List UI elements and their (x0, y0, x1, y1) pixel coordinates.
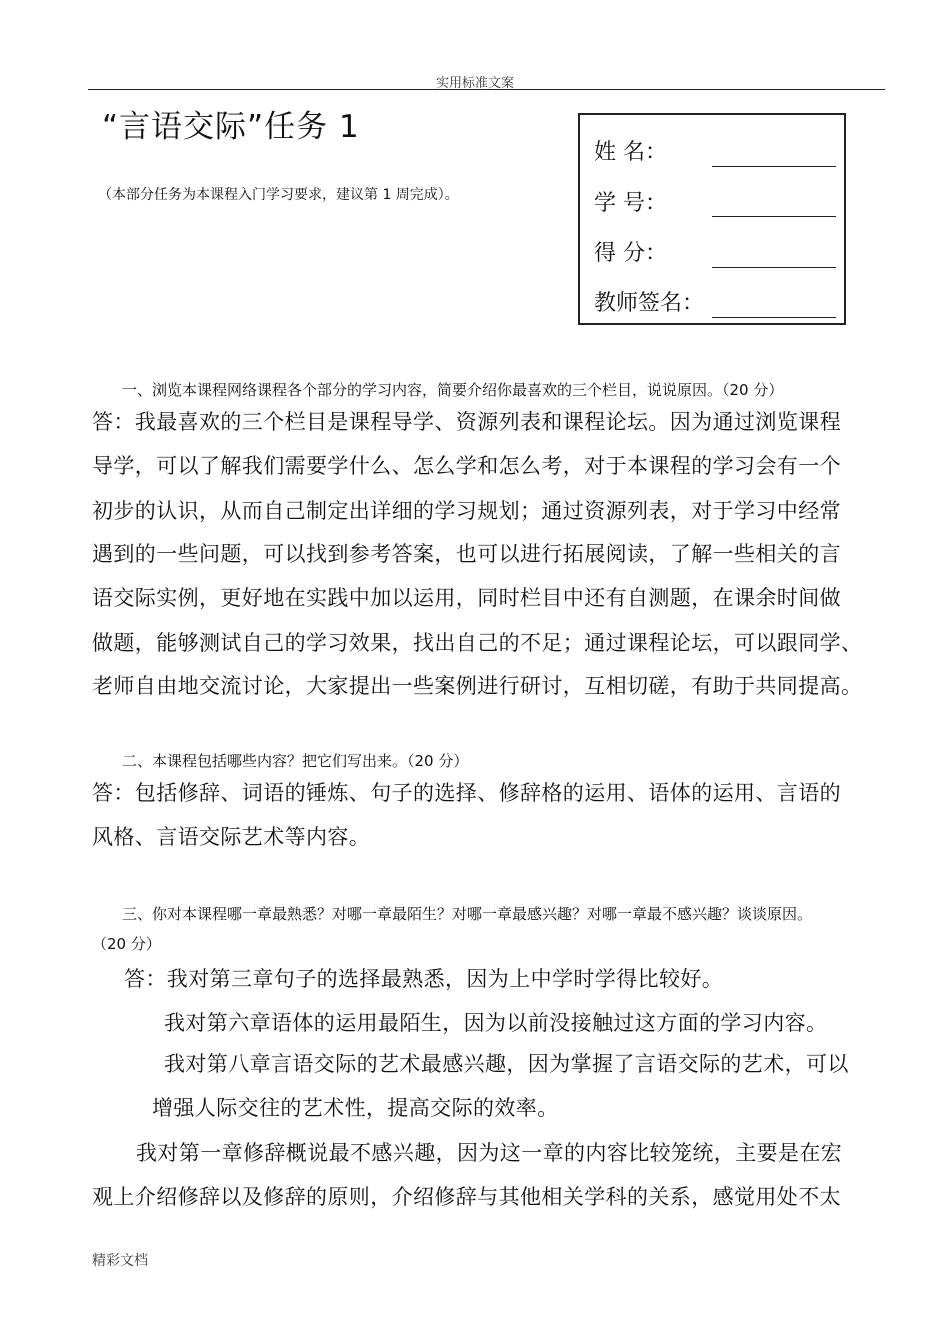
teacher-signature-field[interactable] (712, 317, 836, 318)
student-id-field[interactable] (712, 216, 836, 217)
question-3-line: 三、你对本课程哪一章最熟悉？对哪一章最陌生？对哪一章最感兴趣？对哪一章最不感兴趣？谈谈原因。 (122, 905, 813, 923)
page-header: 实用标准文案 (435, 76, 514, 91)
answer-1-line: 遇到的一些问题，可以找到参考答案，也可以进行拓展阅读，了解一些相关的言 (92, 542, 841, 566)
student-id-label: 学 号： (594, 191, 667, 216)
answer-3-line: 我对第一章修辞概说最不感兴趣，因为这一章的内容比较笼统，主要是在宏 (136, 1141, 843, 1165)
answer-1-line: 答：我最喜欢的三个栏目是课程导学、资源列表和课程论坛。因为通过浏览课程 (92, 410, 841, 434)
answer-3-line: 答：我对第三章句子的选择最熟悉，因为上中学时学得比较好。 (124, 967, 724, 991)
question-1: 一、浏览本课程网络课程各个部分的学习内容，简要介绍你最喜欢的三个栏目，说说原因。（20 分） (122, 381, 784, 399)
answer-1-line: 老师自由地交流讨论，大家提出一些案例进行研讨，互相切磋，有助于共同提高。 (92, 674, 863, 698)
answer-1-line: 语交际实例，更好地在实践中加以运用，同时栏目中还有自测题，在课余时间做 (92, 586, 841, 610)
answer-1-line: 初步的认识，从而自己制定出详细的学习规划；通过资源列表，对于学习中经常 (92, 499, 841, 523)
answer-3-line: 观上介绍修辞以及修辞的原则，介绍修辞与其他相关学科的关系，感觉用处不太 (92, 1185, 841, 1209)
answer-1-line: 导学，可以了解我们需要学什么、怎么学和怎么考，对于本课程的学习会有一个 (92, 454, 841, 478)
answer-2-line: 风格、言语交际艺术等内容。 (92, 825, 371, 849)
score-label: 得 分： (594, 241, 667, 266)
page-title: “言语交际”任务 1 (102, 109, 360, 145)
answer-3-line: 我对第六章语体的运用最陌生，因为以前没接触过这方面的学习内容。 (164, 1011, 828, 1035)
answer-1-line: 做题，能够测试自己的学习效果，找出自己的不足；通过课程论坛，可以跟同学、 (92, 631, 863, 655)
header-divider (88, 89, 885, 90)
answer-2-line: 答：包括修辞、词语的锤炼、句子的选择、修辞格的运用、语体的运用、言语的 (92, 781, 841, 805)
answer-3-line: 我对第八章言语交际的艺术最感兴趣，因为掌握了言语交际的艺术，可以 (164, 1052, 849, 1076)
answer-3-line: 增强人际交往的艺术性，提高交际的效率。 (152, 1096, 559, 1120)
name-label: 姓 名： (594, 140, 667, 165)
question-3-line: （20 分） (92, 935, 161, 953)
teacher-signature-label: 教师签名： (594, 291, 705, 316)
student-info-box (578, 113, 846, 325)
page-footer: 精彩文档 (92, 1253, 148, 1269)
page-subtitle: （本部分任务为本课程入门学习要求，建议第 1 周完成）。 (98, 187, 459, 203)
question-2: 二、本课程包括哪些内容？把它们写出来。（20 分） (122, 752, 469, 770)
score-field[interactable] (712, 267, 836, 268)
name-field[interactable] (712, 166, 836, 167)
